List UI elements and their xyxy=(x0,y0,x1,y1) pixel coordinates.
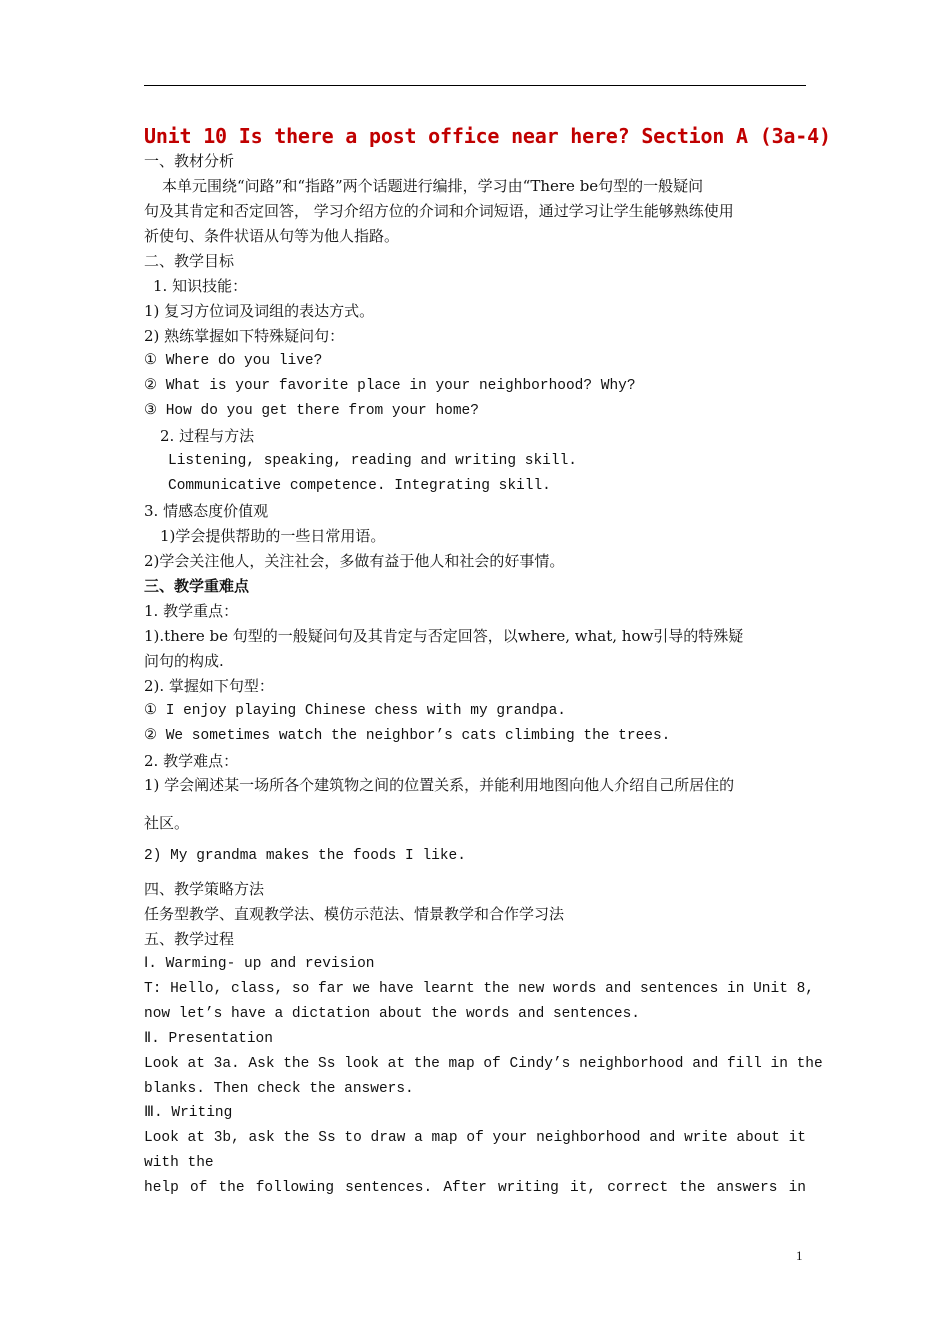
paragraph-line: Look at 3a. Ask the Ss look at the map of Cindy’s neighborhood and fill in the xyxy=(144,1056,823,1072)
header-rule xyxy=(144,85,806,86)
section-heading: 四、教学策略方法 xyxy=(144,880,265,898)
list-item: 1) 学会阐述某一场所各个建筑物之间的位置关系，并能利用地图向他人介绍自己所居住的 xyxy=(144,776,735,794)
document-title: Unit 10 Is there a post office near here? Section A (3a-4) xyxy=(144,124,831,148)
list-item: 2) My grandma makes the foods I like. xyxy=(144,848,466,864)
subheading: Ⅲ. Writing xyxy=(144,1105,233,1121)
paragraph-line: 社区。 xyxy=(144,814,190,832)
page-number: 1 xyxy=(796,1248,803,1263)
paragraph-line: T: Hello, class, so far we have learnt the new words and sentences in Unit 8, xyxy=(144,981,815,997)
paragraph-line: Look at 3b, ask the Ss to draw a map of your neighborhood and write about it xyxy=(144,1130,806,1146)
paragraph-line: 祈使句、条件状语从句等为他人指路。 xyxy=(144,227,400,245)
subheading: Ⅰ. Warming- up and revision xyxy=(144,956,375,972)
list-item: ① I enjoy playing Chinese chess with my grandpa. xyxy=(144,703,566,719)
paragraph-line: 句及其肯定和否定回答， 学习介绍方位的介词和介词短语，通过学习让学生能够熟练使用 xyxy=(144,202,734,220)
list-item: ② What is your favorite place in your neighborhood? Why? xyxy=(144,378,636,394)
paragraph-line: blanks. Then check the answers. xyxy=(144,1081,414,1097)
paragraph-line: 本单元围绕“问路”和“指路”两个话题进行编排，学习由“There be句型的一般疑问 xyxy=(162,177,704,195)
paragraph-line: 问句的构成. xyxy=(144,652,224,670)
paragraph-line: now let’s have a dictation about the words and sentences. xyxy=(144,1006,640,1022)
section-heading: 三、教学重难点 xyxy=(144,577,250,595)
list-item: ① Where do you live? xyxy=(144,353,323,369)
subheading: 3. 情感态度价值观 xyxy=(144,502,269,520)
paragraph-line: help of the following sentences. After writing it, correct the answers in xyxy=(144,1180,806,1196)
list-item: ③ How do you get there from your home? xyxy=(144,403,479,419)
paragraph-line: with the xyxy=(144,1155,214,1171)
paragraph-line: Listening, speaking, reading and writing skill. xyxy=(168,453,577,469)
subheading: 1. 教学重点： xyxy=(144,602,239,620)
subheading: 1. 知识技能： xyxy=(153,277,248,295)
section-heading: 一、教材分析 xyxy=(144,152,235,170)
list-item: ② We sometimes watch the neighbor’s cats climbing the trees. xyxy=(144,728,671,744)
subheading: 2. 教学难点： xyxy=(144,752,239,770)
list-item: 2) 熟练掌握如下特殊疑问句： xyxy=(144,327,345,345)
list-item: 2). 掌握如下句型： xyxy=(144,677,274,695)
paragraph-line: Communicative competence. Integrating skill. xyxy=(168,478,551,494)
subheading: 2. 过程与方法 xyxy=(160,427,255,445)
section-heading: 五、教学过程 xyxy=(144,930,235,948)
paragraph-line: 任务型教学、直观教学法、模仿示范法、情景教学和合作学习法 xyxy=(144,905,565,923)
subheading: Ⅱ. Presentation xyxy=(144,1031,273,1047)
section-heading: 二、教学目标 xyxy=(144,252,235,270)
list-item: 2)学会关注他人，关注社会，多做有益于他人和社会的好事情。 xyxy=(144,552,565,570)
list-item: 1).there be 句型的一般疑问句及其肯定与否定回答，以where, what, how引导的特殊疑 xyxy=(144,627,744,645)
list-item: 1) 复习方位词及词组的表达方式。 xyxy=(144,302,375,320)
list-item: 1)学会提供帮助的一些日常用语。 xyxy=(160,527,386,545)
